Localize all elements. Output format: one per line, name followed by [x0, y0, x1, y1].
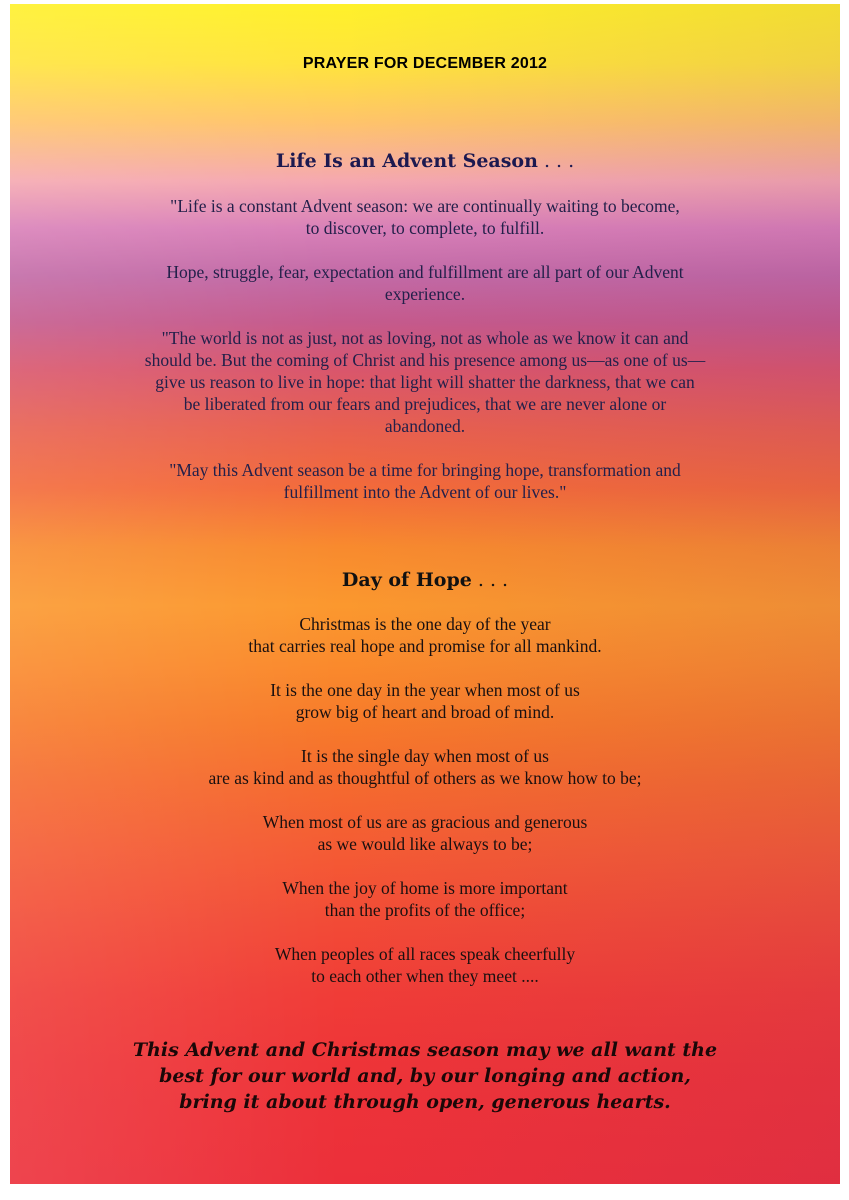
text-line: give us reason to live in hope: that light will shatter the darkness, that we can [155, 372, 695, 392]
text-line: When the joy of home is more important [282, 878, 568, 898]
document-page [10, 4, 840, 1184]
text-line: fulfillment into the Advent of our lives." [283, 482, 567, 502]
text-line: experience. [384, 284, 466, 304]
day-of-hope-text [10, 613, 840, 1009]
text-line: Christmas is the one day of the year [299, 614, 551, 634]
section-heading-day-of-hope [10, 569, 840, 591]
paragraph [10, 327, 840, 437]
text-line: should be. But the coming of Christ and his presence among us—as one of us— [144, 350, 706, 370]
paragraph [10, 195, 840, 239]
section-heading-life-advent [10, 150, 840, 172]
paragraph [10, 459, 840, 503]
section-heading-text: Life Is an Advent Season [275, 150, 538, 172]
text-line: than the profits of the office; [324, 900, 526, 920]
paragraph [10, 745, 840, 789]
text-line: that carries real hope and promise for all mankind. [248, 636, 602, 656]
closing-prayer [10, 1037, 840, 1115]
text-line: "May this Advent season be a time for bringing hope, transformation and [169, 460, 681, 480]
closing-line: This Advent and Christmas season may we all want the [132, 1039, 718, 1061]
text-line: to discover, to complete, to fulfill. [305, 218, 545, 238]
text-line: grow big of heart and broad of mind. [295, 702, 555, 722]
text-line: "Life is a constant Advent season: we are continually waiting to become, [170, 196, 680, 216]
text-line: Hope, struggle, fear, expectation and fulfillment are all part of our Advent [166, 262, 684, 282]
paragraph [10, 811, 840, 855]
section-heading-ellipsis: . . . [471, 569, 509, 591]
closing-line: best for our world and, by our longing and action, [159, 1065, 691, 1087]
text-line: be liberated from our fears and prejudices, that we are never alone or [183, 394, 667, 414]
text-line: are as kind and as thoughtful of others as we know how to be; [208, 768, 642, 788]
text-line: When most of us are as gracious and generous [262, 812, 588, 832]
paragraph [10, 679, 840, 723]
text-line: "The world is not as just, not as loving, not as whole as we know it can and [161, 328, 689, 348]
page-title: PRAYER FOR DECEMBER 2012 [302, 55, 548, 72]
paragraph [10, 877, 840, 921]
section-heading-ellipsis: . . . [537, 150, 575, 172]
paragraph [10, 943, 840, 987]
life-advent-text [10, 195, 840, 525]
text-line: to each other when they meet .... [311, 966, 539, 986]
section-heading-text: Day of Hope [341, 569, 472, 591]
text-line: abandoned. [384, 416, 466, 436]
paragraph [10, 613, 840, 657]
text-line: as we would like always to be; [317, 834, 533, 854]
closing-line: bring it about through open, generous hearts. [179, 1091, 671, 1113]
paragraph [10, 261, 840, 305]
text-line: It is the one day in the year when most of us [270, 680, 580, 700]
text-line: When peoples of all races speak cheerfully [274, 944, 576, 964]
text-line: It is the single day when most of us [301, 746, 549, 766]
